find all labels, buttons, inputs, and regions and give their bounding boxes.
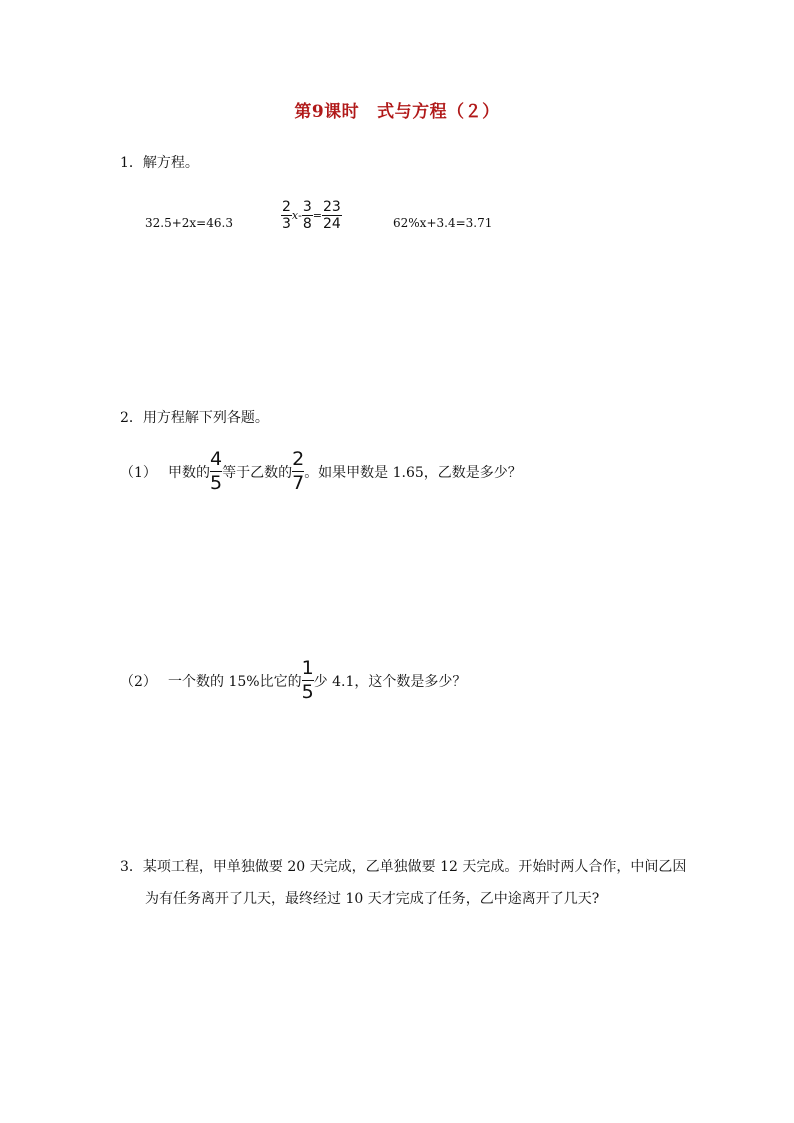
q2-label: 2．用方程解下列各题。 [120, 410, 269, 426]
q3-line-2: 为有任务离开了几天，最终经过 10 天才完成了任务，乙中途离开了几天? [145, 891, 600, 907]
page-title [0, 97, 794, 122]
fraction: $\frac{4}{5}$ [210, 448, 223, 494]
fraction: $\frac{2}{3}$ [282, 199, 291, 232]
fraction: $\frac{23}{24}$ [323, 199, 341, 232]
title-lesson: 第9课时 [294, 102, 360, 122]
q1-equation-1: 32.5+2x=46.3 [145, 216, 233, 230]
title-topic: 式与方程（２） [377, 102, 500, 122]
q2-subquestion-2: （2） 一个数的 15%比它的 $\frac{1}{5}$ 少 4.1，这个数是多少？ [120, 657, 467, 703]
q1-equation-3: 62%x+3.4=3.71 [393, 216, 493, 230]
q1-equation-2: $\frac{2}{3}$ x - $\frac{3}{8}$ = $\frac{23}{24}$ [282, 199, 341, 232]
q3-line-1: 3．某项工程，甲单独做要 20 天完成，乙单独做要 12 天完成。开始时两人合作，中间乙因 [120, 859, 687, 875]
q2-subquestion-1: （1） 甲数的 $\frac{4}{5}$ 等于乙数的 $\frac{2}{7}$ 。如果甲数是 1.65，乙数是多少？ [120, 448, 522, 494]
fraction: $\frac{1}{5}$ [301, 657, 314, 703]
fraction: $\frac{2}{7}$ [292, 448, 305, 494]
q1-label: 1．解方程。 [120, 155, 199, 171]
fraction: $\frac{3}{8}$ [302, 199, 312, 232]
